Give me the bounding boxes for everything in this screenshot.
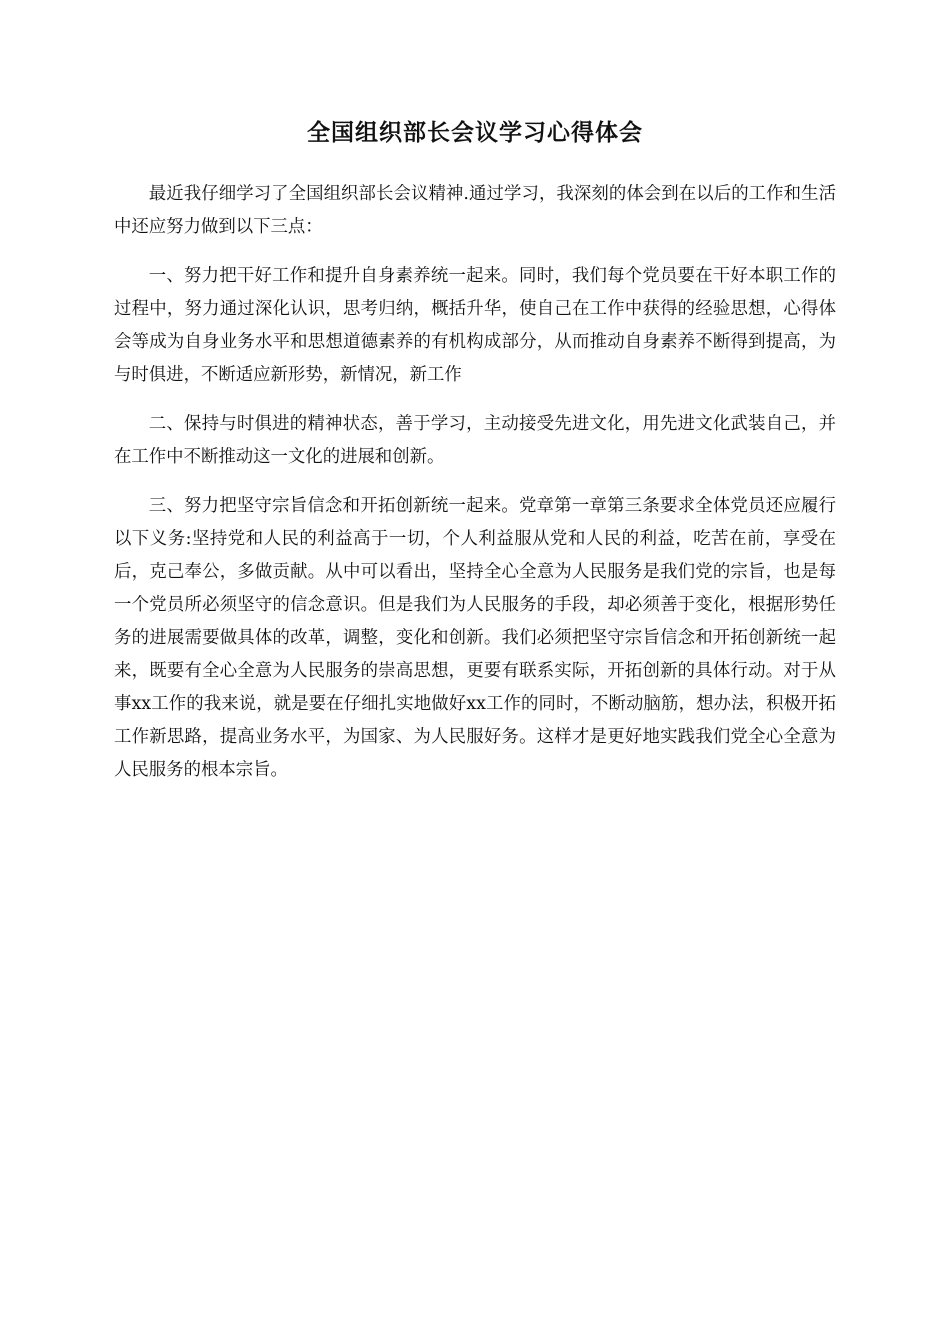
document-body — [114, 178, 836, 803]
paragraph-point-one: 一、努力把干好工作和提升自身素养统一起来。同时，我们每个党员要在干好本职工作的过程中，努力通过深化认识，思考归纳，概括升华，使自己在工作中获得的经验思想，心得体会等成为自身业务水平和思想道德素养的有机构成部分，从而推动自身素养不断得到提高，为与时俱进，不断适应新形势，新情况，新工作 — [114, 266, 836, 385]
paragraph-intro: 最近我仔细学习了全国组织部长会议精神.通过学习，我深刻的体会到在以后的工作和生活中还应努力做到以下三点： — [114, 184, 836, 237]
paragraph-point-two: 二、保持与时俱进的精神状态，善于学习，主动接受先进文化，用先进文化武装自己，并在工作中不断推动这一文化的进展和创新。 — [114, 414, 836, 467]
paragraph-point-three: 三、努力把坚守宗旨信念和开拓创新统一起来。党章第一章第三条要求全体党员还应履行以下义务:坚持党和人民的利益高于一切，个人利益服从党和人民的利益，吃苦在前，享受在后，克己奉公，多做贡献。从中可以看出，坚持全心全意为人民服务是我们党的宗旨，也是每一个党员所必须坚守的信念意识。但是我们为人民服务的手段，却必须善于变化，根据形势任务的进展需要做具体的改革，调整，变化和创新。我们必须把坚守宗旨信念和开拓创新统一起来，既要有全心全意为人民服务的崇高思想，更要有联系实际，开拓创新的具体行动。对于从事xx工作的我来说，就是要在仔细扎实地做好xx工作的同时，不断动脑筋，想办法，积极开拓工作新思路，提高业务水平，为国家、为人民服好务。这样才是更好地实践我们党全心全意为人民服务的根本宗旨。 — [114, 496, 836, 780]
document-title: 全国组织部长会议学习心得体会 — [307, 119, 643, 146]
